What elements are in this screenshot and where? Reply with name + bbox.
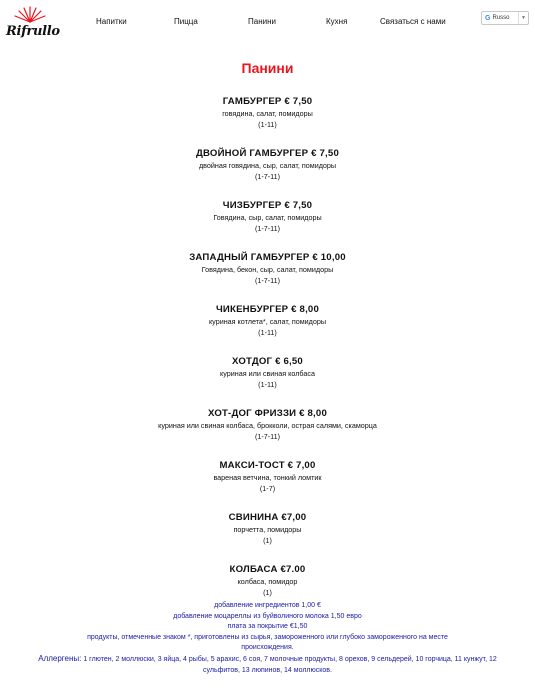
menu-item-name: ДВОЙНОЙ ГАМБУРГЕР € 7,50 (196, 148, 339, 159)
menu-item-allergens: (1-7) (259, 484, 276, 493)
menu-item-allergens: (1-7-11) (254, 276, 281, 285)
menu-item-allergens: (1-11) (258, 328, 277, 337)
menu-item-desc: порчетта, помидоры (233, 525, 302, 534)
menu-item-name: ЧИЗБУРГЕР € 7,50 (222, 200, 313, 211)
menu-item (0, 251, 535, 303)
menu-item-allergens: (1-7-11) (254, 432, 281, 441)
menu-item-name: ЗАПАДНЫЙ ГАМБУРГЕР € 10,00 (189, 252, 346, 263)
language-selector[interactable] (481, 11, 529, 25)
menu-item (0, 303, 535, 355)
menu-item-allergens: (1-7-11) (254, 172, 281, 181)
buffalo-mozzarella-note: добавление моцареллы из буйволиного молока 1,50 евро (173, 612, 362, 620)
nav-item-panini[interactable]: Панини (248, 17, 276, 26)
site-header (0, 0, 535, 52)
extra-ingredient-note: добавление ингредиентов 1,00 € (214, 602, 321, 609)
nav-item-drinks[interactable]: Напитки (96, 17, 127, 26)
menu-item-allergens: (1-11) (258, 120, 277, 129)
menu-item-name: ЧИКЕНБУРГЕР € 8,00 (215, 304, 320, 315)
language-selected: Russo (492, 15, 510, 21)
menu-item (0, 147, 535, 199)
allergens-list (0, 654, 535, 666)
menu-item-allergens: (1) (263, 588, 272, 597)
chevron-down-icon: ▼ (518, 12, 528, 24)
frozen-products-note: продукты, отмеченные знаком *, приготовлены из сырья, замороженного или глубоко замороженного на месте (87, 633, 448, 641)
menu-item-name: ХОТ-ДОГ ФРИЗЗИ € 8,00 (207, 408, 327, 419)
menu-list (0, 95, 535, 615)
menu-item-desc: куриная или свиная колбаса, брокколи, острая салями, скаморца (158, 421, 377, 430)
nav-item-contact[interactable]: Связаться с нами (380, 17, 446, 26)
menu-item-name: ГАМБУРГЕР € 7,50 (222, 96, 313, 107)
logo-rays-icon (12, 4, 48, 24)
menu-item-desc: Говядина, сыр, салат, помидоры (213, 213, 322, 222)
logo-text: Rifrullo (6, 24, 60, 39)
cover-charge-note: плата за покрытие €1,50 (227, 623, 308, 631)
menu-item-desc: куриная котлета*, салат, помидоры (208, 317, 327, 326)
menu-footer (0, 601, 535, 676)
menu-item (0, 407, 535, 459)
menu-item (0, 199, 535, 251)
menu-item-name: КОЛБАСА €7.00 (229, 564, 306, 575)
menu-item-desc: Говядина, бекон, сыр, салат, помидоры (201, 265, 334, 274)
frozen-products-note-cont: происхождения. (241, 644, 294, 652)
menu-item-desc: куриная или свиная колбаса (220, 369, 315, 378)
allergens-label: Аллергены: (38, 653, 82, 663)
menu-item-name: СВИНИНА €7,00 (228, 512, 307, 523)
page-title: Панини (241, 60, 294, 76)
menu-item (0, 459, 535, 511)
menu-item-desc: двойная говядина, сыр, салат, помидоры (198, 161, 337, 170)
menu-item-name: ХОТДОГ € 6,50 (232, 356, 303, 367)
menu-item (0, 511, 535, 563)
menu-item (0, 355, 535, 407)
menu-item-desc: колбаса, помидор (237, 577, 298, 586)
menu-item (0, 95, 535, 147)
menu-item-allergens: (1-7-11) (254, 224, 281, 233)
nav-item-kitchen[interactable]: Кухня (326, 17, 348, 26)
menu-item-allergens: (1-11) (258, 380, 277, 389)
nav-item-pizza[interactable]: Пицца (174, 17, 198, 26)
menu-item-allergens: (1) (263, 536, 272, 545)
logo[interactable] (4, 4, 60, 44)
menu-item-desc: говядина, салат, помидоры (222, 109, 313, 118)
allergens-list-cont: сульфитов, 13 люпинов, 14 моллюсков. (203, 666, 332, 674)
google-g-icon: G (485, 14, 491, 22)
menu-item-name: МАКСИ-ТОСТ € 7,00 (219, 460, 316, 471)
menu-item-desc: вареная ветчина, тонкий ломтик (213, 473, 322, 482)
allergens-text: 1 глютен, 2 моллюски, 3 яйца, 4 рыбы, 5 арахис, 6 соя, 7 молочные продукты, 8 орехов, 9 сельдерей, 10 горчица, 11 кунжут, 12 (81, 655, 497, 663)
